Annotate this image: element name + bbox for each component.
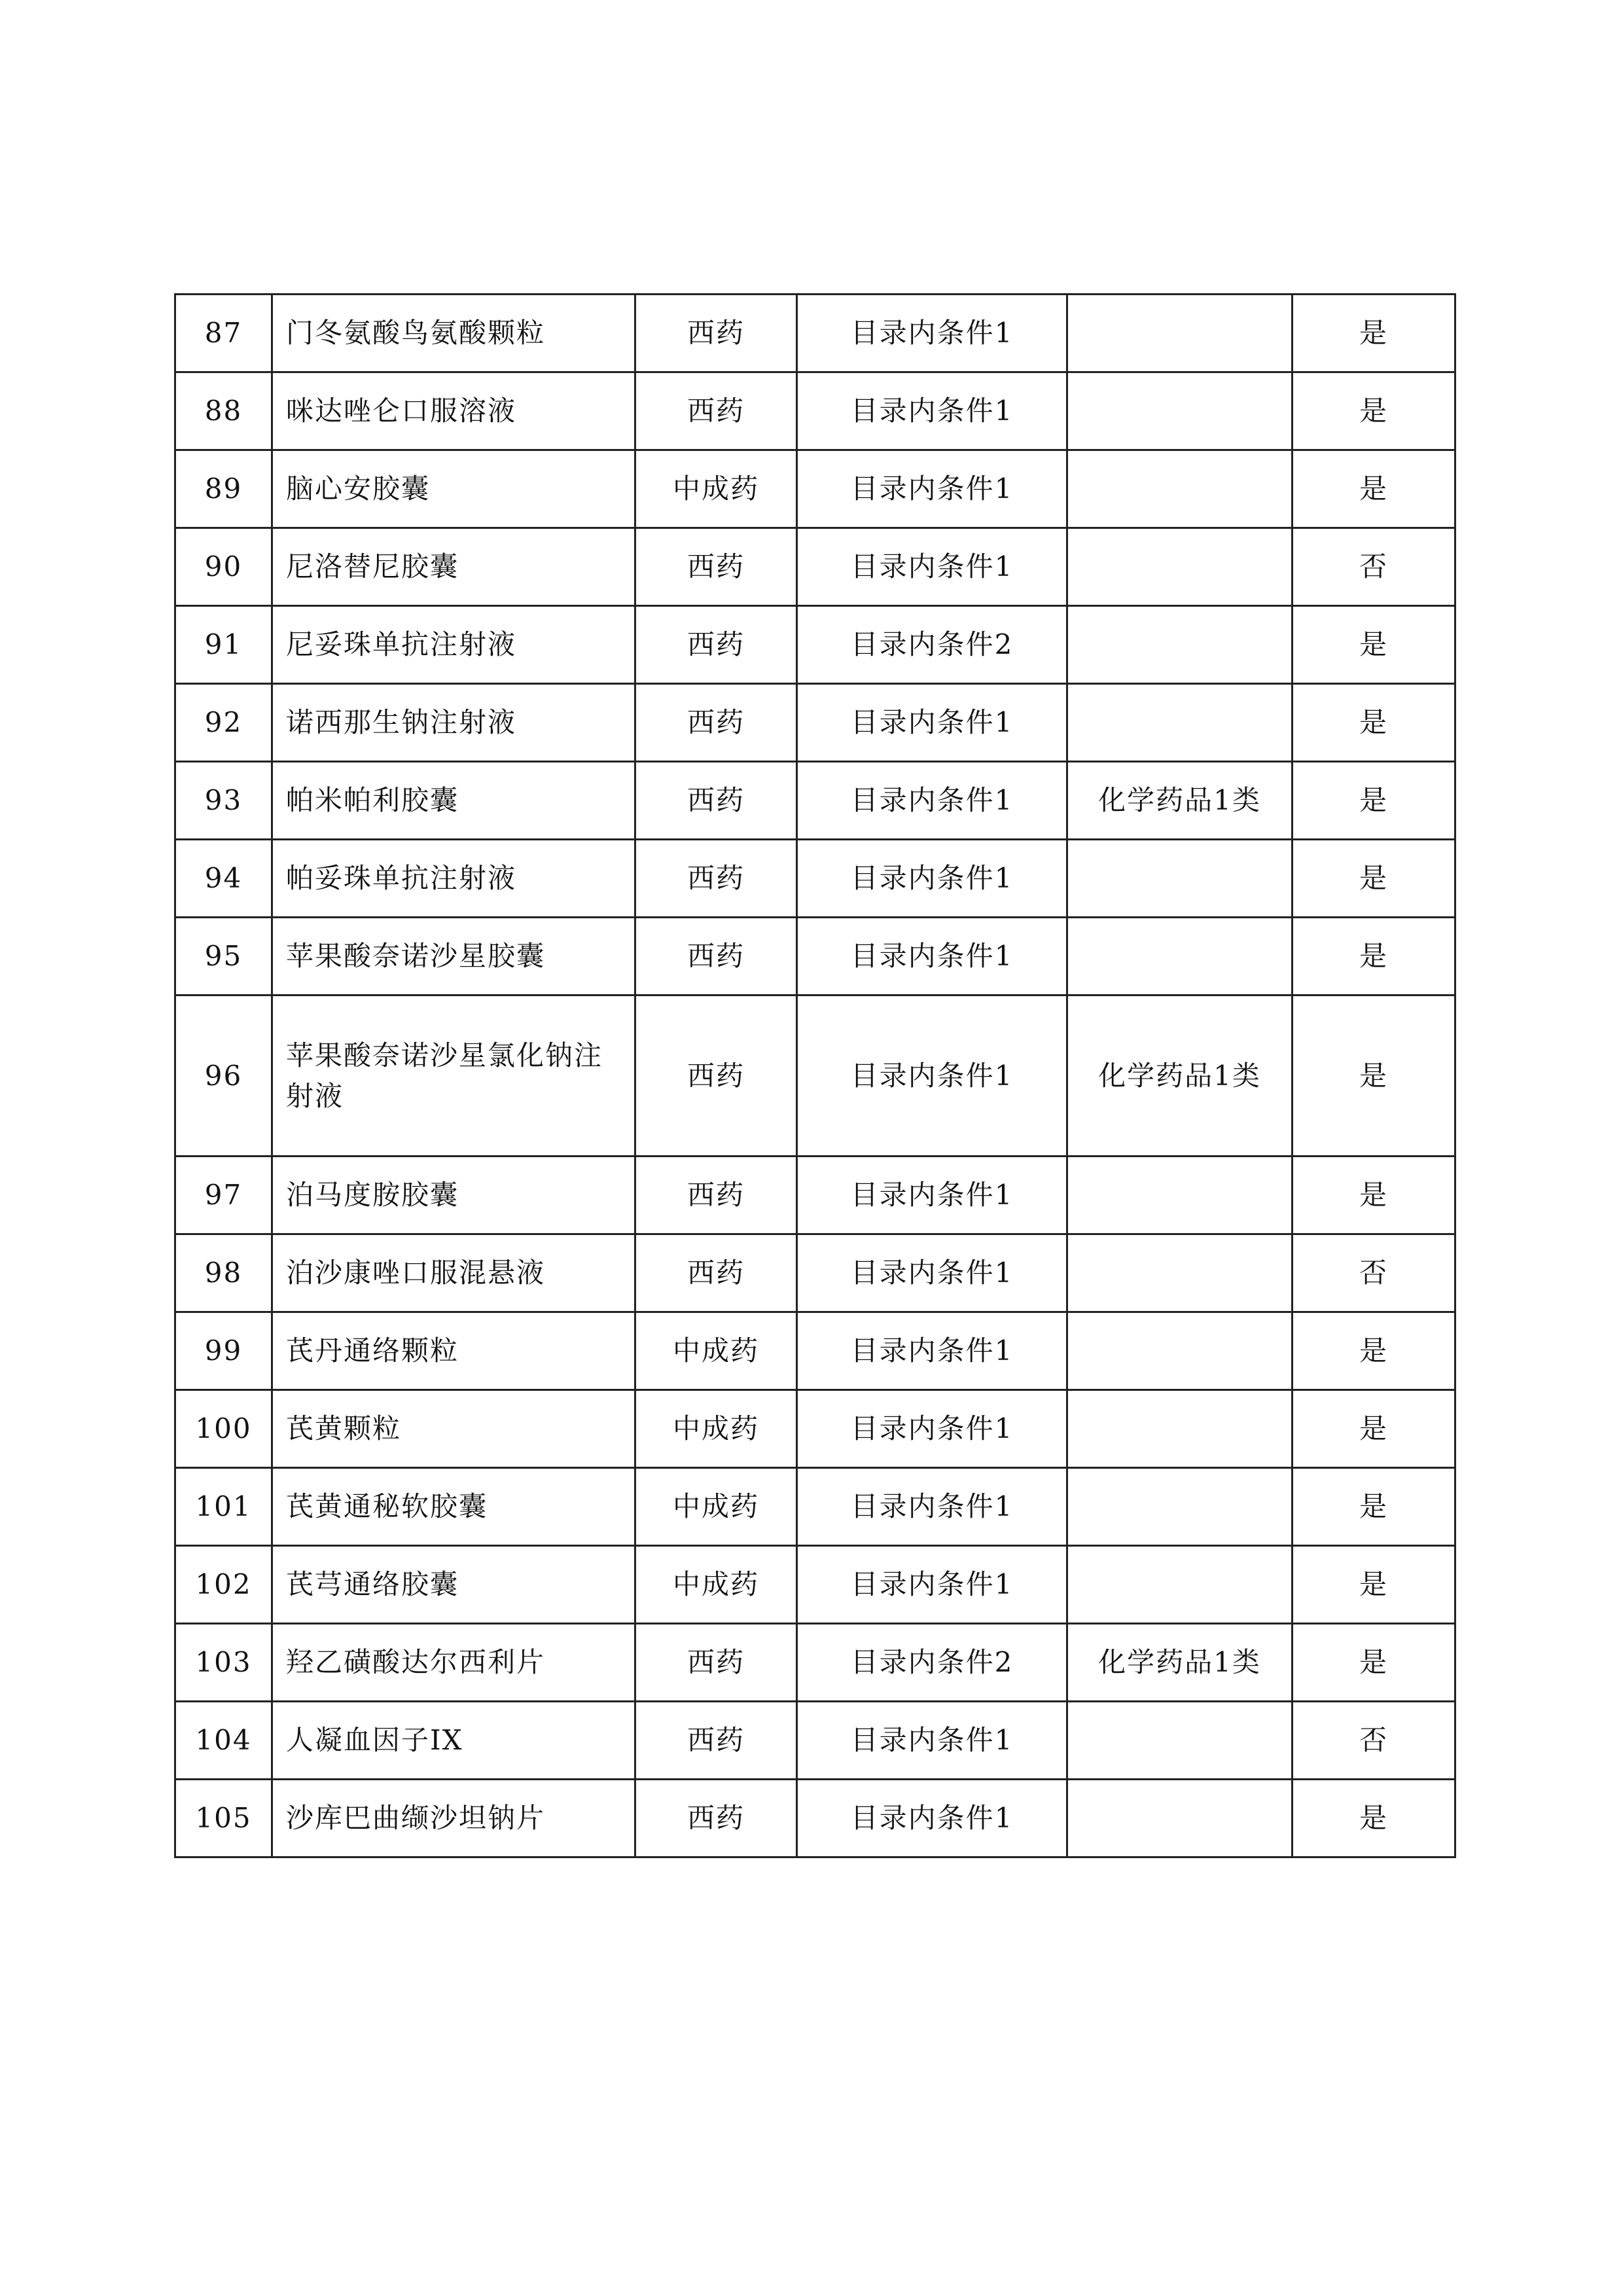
flag-cell: 是 <box>1293 684 1455 762</box>
drug-type-cell: 中成药 <box>635 450 797 528</box>
flag-cell: 是 <box>1293 1780 1455 1857</box>
drug-type-cell: 西药 <box>635 918 797 996</box>
drug-category-cell <box>1067 606 1293 684</box>
catalog-condition-cell: 目录内条件1 <box>797 295 1067 372</box>
row-number-cell: 90 <box>175 528 272 606</box>
flag-cell: 否 <box>1293 1702 1455 1780</box>
catalog-condition-cell: 目录内条件1 <box>797 1234 1067 1312</box>
drug-name-cell: 诺西那生钠注射液 <box>272 684 635 762</box>
drug-type-cell: 西药 <box>635 1234 797 1312</box>
flag-cell: 是 <box>1293 762 1455 840</box>
row-number-cell: 99 <box>175 1312 272 1390</box>
catalog-condition-cell: 目录内条件1 <box>797 1702 1067 1780</box>
row-number-cell: 97 <box>175 1157 272 1234</box>
drug-category-cell <box>1067 450 1293 528</box>
drug-category-cell <box>1067 1312 1293 1390</box>
table-row <box>175 1157 1455 1234</box>
row-number-cell: 100 <box>175 1390 272 1468</box>
row-number-cell: 96 <box>175 996 272 1157</box>
catalog-condition-cell: 目录内条件1 <box>797 1390 1067 1468</box>
drug-type-cell: 西药 <box>635 1624 797 1702</box>
row-number-cell: 87 <box>175 295 272 372</box>
drug-type-cell: 西药 <box>635 372 797 450</box>
table-row <box>175 450 1455 528</box>
row-number-cell: 95 <box>175 918 272 996</box>
drug-name-cell: 尼洛替尼胶囊 <box>272 528 635 606</box>
flag-cell: 是 <box>1293 918 1455 996</box>
drug-type-cell: 西药 <box>635 295 797 372</box>
flag-cell: 是 <box>1293 996 1455 1157</box>
flag-cell: 是 <box>1293 1312 1455 1390</box>
drug-name-cell: 尼妥珠单抗注射液 <box>272 606 635 684</box>
drug-category-cell: 化学药品1类 <box>1067 1624 1293 1702</box>
drug-name-cell: 苹果酸奈诺沙星氯化钠注射液 <box>272 996 635 1157</box>
drug-table-body <box>175 295 1455 1857</box>
row-number-cell: 105 <box>175 1780 272 1857</box>
drug-name-cell: 门冬氨酸鸟氨酸颗粒 <box>272 295 635 372</box>
catalog-condition-cell: 目录内条件1 <box>797 528 1067 606</box>
row-number-cell: 93 <box>175 762 272 840</box>
drug-type-cell: 中成药 <box>635 1546 797 1624</box>
drug-category-cell <box>1067 918 1293 996</box>
table-row <box>175 1468 1455 1546</box>
drug-category-cell <box>1067 1468 1293 1546</box>
row-number-cell: 98 <box>175 1234 272 1312</box>
catalog-condition-cell: 目录内条件1 <box>797 1157 1067 1234</box>
drug-category-cell <box>1067 1702 1293 1780</box>
table-row <box>175 1624 1455 1702</box>
drug-category-cell <box>1067 372 1293 450</box>
drug-category-cell <box>1067 295 1293 372</box>
flag-cell: 是 <box>1293 1157 1455 1234</box>
row-number-cell: 88 <box>175 372 272 450</box>
flag-cell: 是 <box>1293 606 1455 684</box>
drug-name-cell: 人凝血因子IX <box>272 1702 635 1780</box>
table-row <box>175 762 1455 840</box>
flag-cell: 是 <box>1293 372 1455 450</box>
drug-type-cell: 西药 <box>635 1157 797 1234</box>
row-number-cell: 101 <box>175 1468 272 1546</box>
catalog-condition-cell: 目录内条件1 <box>797 996 1067 1157</box>
drug-name-cell: 苹果酸奈诺沙星胶囊 <box>272 918 635 996</box>
drug-name-cell: 沙库巴曲缬沙坦钠片 <box>272 1780 635 1857</box>
table-row <box>175 1312 1455 1390</box>
drug-category-cell: 化学药品1类 <box>1067 996 1293 1157</box>
catalog-condition-cell: 目录内条件1 <box>797 372 1067 450</box>
flag-cell: 是 <box>1293 840 1455 918</box>
table-row <box>175 528 1455 606</box>
catalog-condition-cell: 目录内条件1 <box>797 1312 1067 1390</box>
table-row <box>175 918 1455 996</box>
drug-category-cell <box>1067 840 1293 918</box>
catalog-condition-cell: 目录内条件1 <box>797 1546 1067 1624</box>
drug-category-cell <box>1067 1157 1293 1234</box>
catalog-condition-cell: 目录内条件1 <box>797 762 1067 840</box>
row-number-cell: 102 <box>175 1546 272 1624</box>
row-number-cell: 92 <box>175 684 272 762</box>
flag-cell: 是 <box>1293 1624 1455 1702</box>
drug-type-cell: 西药 <box>635 1702 797 1780</box>
table-row <box>175 606 1455 684</box>
drug-type-cell: 中成药 <box>635 1312 797 1390</box>
catalog-condition-cell: 目录内条件1 <box>797 840 1067 918</box>
drug-type-cell: 西药 <box>635 684 797 762</box>
drug-name-cell: 芪芎通络胶囊 <box>272 1546 635 1624</box>
catalog-condition-cell: 目录内条件1 <box>797 1468 1067 1546</box>
row-number-cell: 104 <box>175 1702 272 1780</box>
flag-cell: 是 <box>1293 1390 1455 1468</box>
drug-type-cell: 西药 <box>635 1780 797 1857</box>
drug-name-cell: 泊沙康唑口服混悬液 <box>272 1234 635 1312</box>
drug-category-cell <box>1067 1234 1293 1312</box>
drug-name-cell: 羟乙磺酸达尔西利片 <box>272 1624 635 1702</box>
drug-category-cell <box>1067 1780 1293 1857</box>
drug-type-cell: 西药 <box>635 840 797 918</box>
catalog-condition-cell: 目录内条件2 <box>797 1624 1067 1702</box>
table-row <box>175 1702 1455 1780</box>
table-row <box>175 996 1455 1157</box>
table-row <box>175 1546 1455 1624</box>
drug-name-cell: 脑心安胶囊 <box>272 450 635 528</box>
table-row <box>175 295 1455 372</box>
row-number-cell: 94 <box>175 840 272 918</box>
flag-cell: 否 <box>1293 1234 1455 1312</box>
drug-name-cell: 泊马度胺胶囊 <box>272 1157 635 1234</box>
catalog-condition-cell: 目录内条件1 <box>797 918 1067 996</box>
drug-type-cell: 西药 <box>635 996 797 1157</box>
drug-name-cell: 帕米帕利胶囊 <box>272 762 635 840</box>
catalog-condition-cell: 目录内条件2 <box>797 606 1067 684</box>
table-row <box>175 1780 1455 1857</box>
row-number-cell: 91 <box>175 606 272 684</box>
table-row <box>175 1390 1455 1468</box>
drug-category-cell <box>1067 684 1293 762</box>
flag-cell: 是 <box>1293 1546 1455 1624</box>
flag-cell: 是 <box>1293 295 1455 372</box>
drug-name-cell: 芪丹通络颗粒 <box>272 1312 635 1390</box>
catalog-condition-cell: 目录内条件1 <box>797 684 1067 762</box>
drug-type-cell: 西药 <box>635 762 797 840</box>
drug-category-cell: 化学药品1类 <box>1067 762 1293 840</box>
drug-type-cell: 西药 <box>635 528 797 606</box>
table-row <box>175 1234 1455 1312</box>
drug-name-cell: 芪黄颗粒 <box>272 1390 635 1468</box>
catalog-condition-cell: 目录内条件1 <box>797 1780 1067 1857</box>
row-number-cell: 103 <box>175 1624 272 1702</box>
drug-category-cell <box>1067 1546 1293 1624</box>
drug-category-cell <box>1067 528 1293 606</box>
flag-cell: 否 <box>1293 528 1455 606</box>
drug-list-table <box>174 293 1456 1858</box>
flag-cell: 是 <box>1293 450 1455 528</box>
flag-cell: 是 <box>1293 1468 1455 1546</box>
table-row <box>175 372 1455 450</box>
drug-name-cell: 芪黄通秘软胶囊 <box>272 1468 635 1546</box>
drug-name-cell: 帕妥珠单抗注射液 <box>272 840 635 918</box>
table-row <box>175 840 1455 918</box>
drug-type-cell: 西药 <box>635 606 797 684</box>
table-row <box>175 684 1455 762</box>
drug-type-cell: 中成药 <box>635 1390 797 1468</box>
drug-name-cell: 咪达唑仑口服溶液 <box>272 372 635 450</box>
row-number-cell: 89 <box>175 450 272 528</box>
drug-type-cell: 中成药 <box>635 1468 797 1546</box>
drug-category-cell <box>1067 1390 1293 1468</box>
catalog-condition-cell: 目录内条件1 <box>797 450 1067 528</box>
